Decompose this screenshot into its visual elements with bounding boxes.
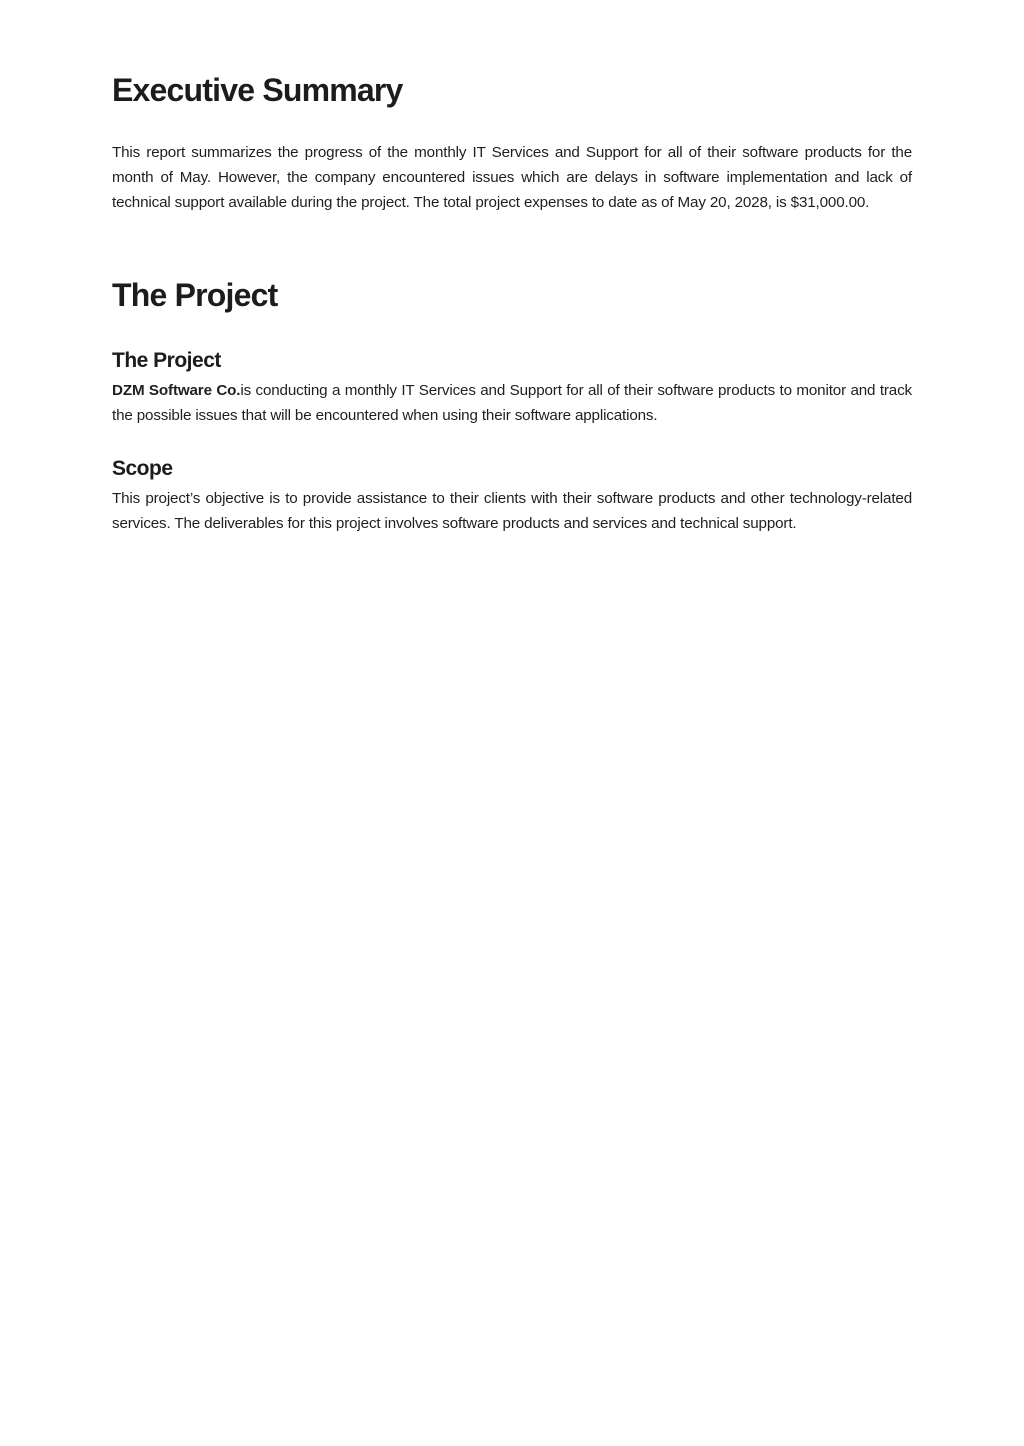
scope-body: This project’s objective is to provide assistance to their clients with their software products and other technology-related services. The deliverables for this project involves software products and services and technical support. xyxy=(112,490,912,532)
company-name: DZM Software Co. xyxy=(112,382,241,399)
executive-summary-body: This report summarizes the progress of the monthly IT Services and Support for all of their software products for the month of May. However, the company encountered issues which are delays in software implementation and lack of technical support available during the project. The total project expenses to date as of May 20, 2028, is $31,000.00. xyxy=(112,144,912,211)
executive-summary-heading: Executive Summary xyxy=(112,72,403,108)
project-body-text: is conducting a monthly IT Services and Support for all of their software products to monitor and track the possible issues that will be encountered when using their software applications. xyxy=(112,382,912,424)
project-section-heading: The Project xyxy=(112,277,278,313)
project-subheading: The Project xyxy=(112,349,221,372)
project-body xyxy=(112,378,912,428)
scope-subheading: Scope xyxy=(112,457,173,480)
